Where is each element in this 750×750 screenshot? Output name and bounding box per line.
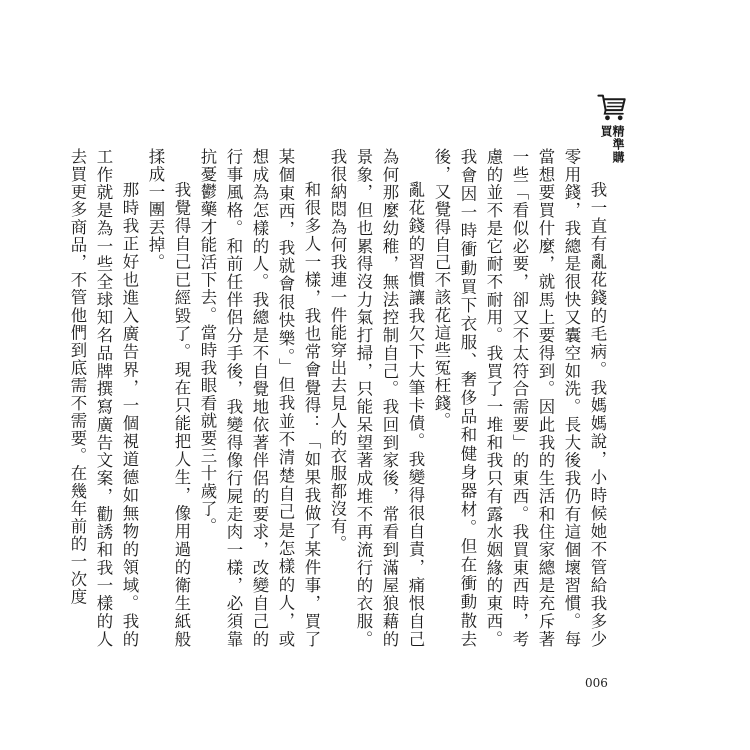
paragraph-5: 那時我正好也進入廣告界，一個視道德如無物的領域。我的工作就是為一些全球知名品牌撰寫廣告文案，勸誘和我一樣的人去買更多商品，不管他們到底需不需要。在幾年前的一次度	[68, 148, 139, 648]
shopping-cart-icon	[594, 92, 630, 123]
page-number: 006	[585, 676, 608, 690]
paragraph-2: 亂花錢的習慣讓我欠下大筆卡債。我變得很自責，痛恨自己為何那麼幼稚，無法控制自己。我回到家後，常看到滿屋狼藉的景象，但也累得沒力氣打掃，只能呆望著成堆不再流行的衣服。我很納悶為何我連一件能穿出去見人的衣服都沒有。	[328, 148, 425, 648]
paragraph-1: 我一直有亂花錢的毛病。我媽媽說，小時候她不管給我多少零用錢，我總是很快又囊空如洗。長大後我仍有這個壞習慣。每當想要買什麼，就馬上要得到。因此我的生活和住家總是充斥著一些「看似必要，卻又不太符合需要」的東西。我買東西時，考慮的並不是它耐不耐用。我買了一堆和我只有露水姻緣的東西。我會因一時衝動買下衣服、奢侈品和健身器材。但在衝動散去後，又覺得自己不該花這些冤枉錢。	[432, 148, 607, 648]
chapter-title: 精準購買	[599, 124, 625, 164]
vertical-text-body	[68, 148, 610, 648]
paragraph-3: 和很多人一樣，我也常會覺得：「如果我做了某件事，買了某個東西，我就會很快樂。」但我並不清楚自己是怎樣的人，或想成為怎樣的人。我總是不自覺地依著伴侶的要求，改變自己的行事風格。和前任伴侶分手後，我變得像行屍走肉一樣，必須靠抗憂鬱藥才能活下去。當時我眼看就要三十歲了。	[198, 148, 321, 648]
paragraph-4: 我覺得自己已經毀了。現在只能把人生，像用過的衛生紙般揉成一團丟掉。	[146, 148, 191, 648]
